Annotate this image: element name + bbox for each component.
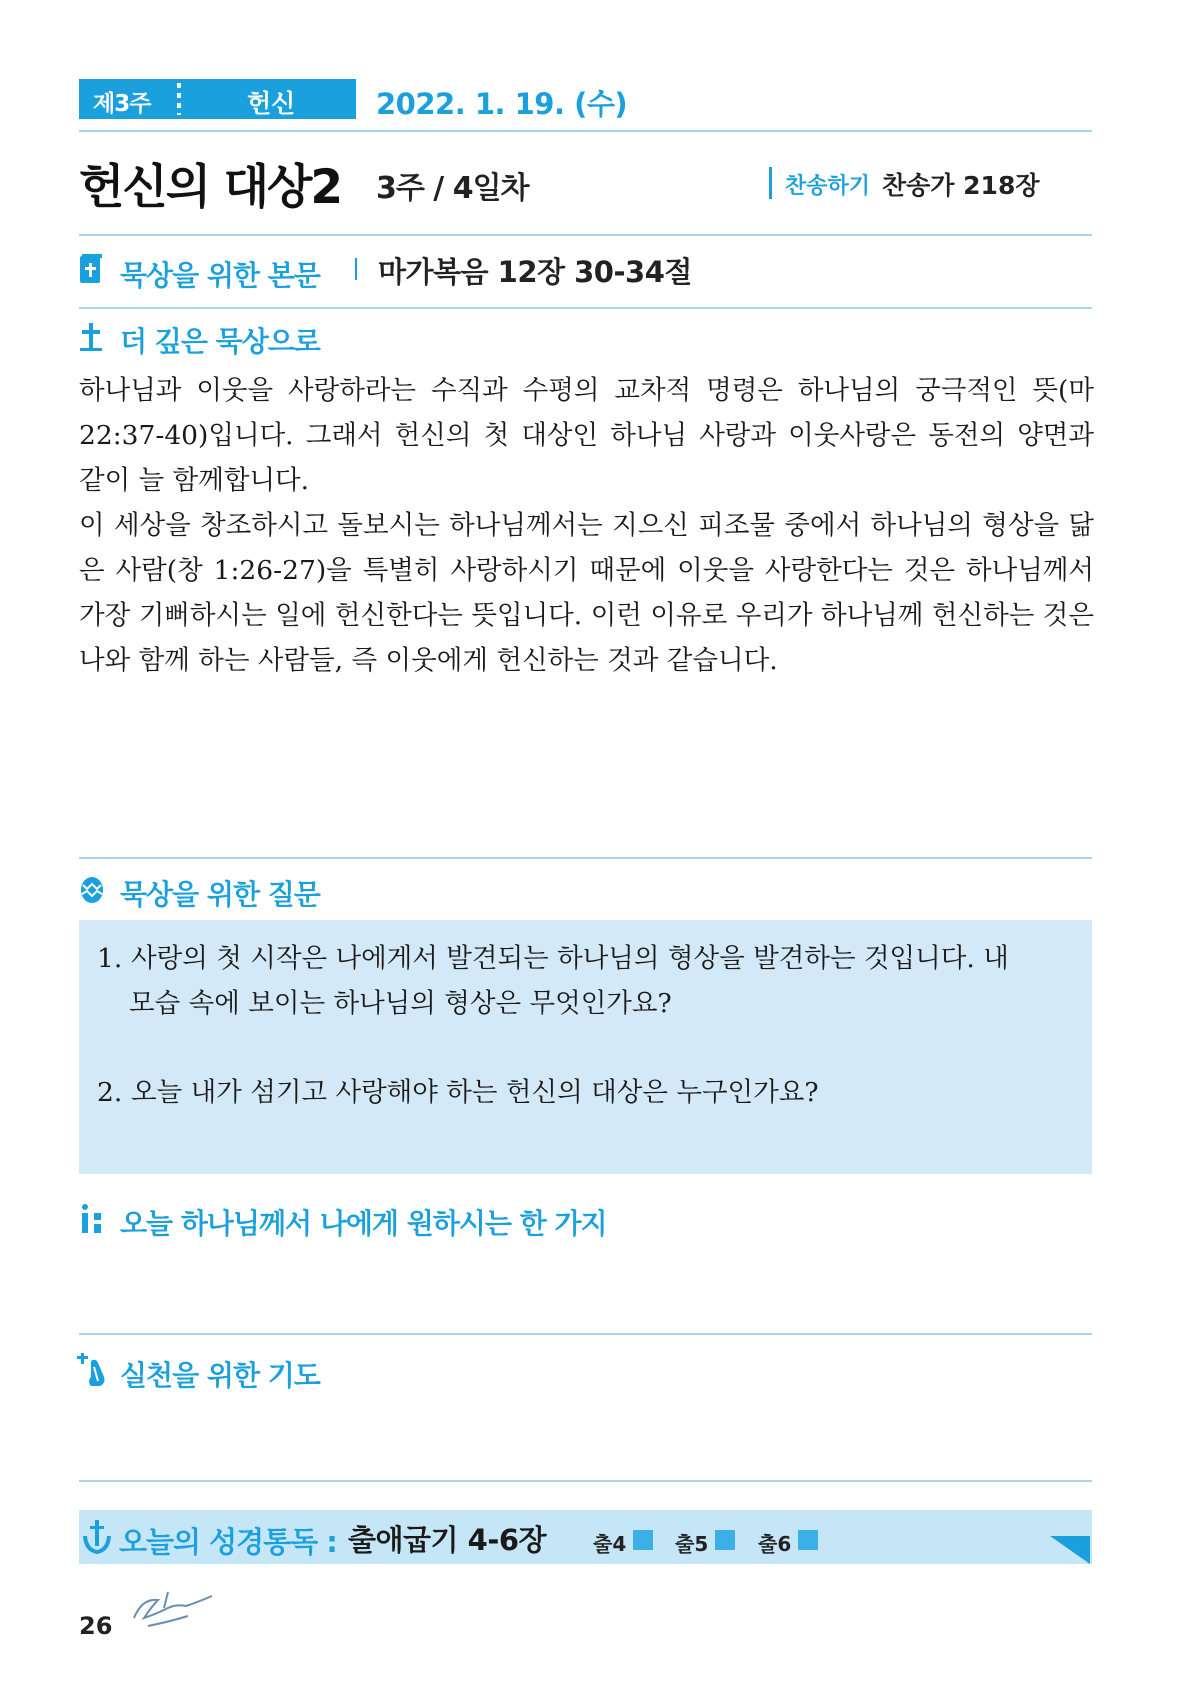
passage-label: 묵상을 위한 본문 (120, 259, 320, 292)
one-thing-label: 오늘 하나님께서 나에게 원하시는 한 가지 (120, 1207, 607, 1240)
banner-divider (177, 83, 181, 115)
passage-separator (355, 258, 357, 280)
reading-checkbox[interactable] (633, 1530, 653, 1550)
page-number: 26 (79, 1612, 113, 1640)
week-label: 제3주 (93, 91, 151, 117)
reading-check-label: 출6 (758, 1532, 792, 1556)
meditation-body (79, 368, 1094, 683)
divider (79, 234, 1092, 236)
hymn-label: 찬송하기 (785, 174, 871, 199)
reading-value: 출애굽기 4-6장 (348, 1523, 547, 1557)
hymn-value: 찬송가 218장 (882, 171, 1040, 200)
divider (79, 1480, 1092, 1482)
question-text: 모습 속에 보이는 하나님의 형상은 무엇인가요? (129, 988, 672, 1019)
egg-icon (79, 875, 105, 905)
divider (79, 857, 1092, 859)
info-icon (79, 1203, 105, 1235)
page-title: 헌신의 대상2 (79, 160, 342, 215)
reading-check-label: 출5 (675, 1532, 709, 1556)
meditation-paragraph: 이 세상을 창조하시고 돌보시는 하나님께서는 지으신 피조물 중에서 하나님의 형상을 닮은 사람(창 1:26-27)을 특별히 사랑하시기 때문에 이웃을 사랑한다는 것은 하나님께서 가장 기뻐하시는 일에 헌신한다는 뜻입니다. 이런 이유로 우리가 하나님께 헌신하는 것은 나와 함께 하는 사람들, 즉 이웃에게 헌신하는 것과 같습니다. (79, 510, 1094, 676)
week-theme-banner (79, 79, 356, 119)
day-info: 3주 / 4일차 (376, 171, 529, 206)
question-number: 1. (97, 943, 123, 974)
divider (79, 307, 1092, 309)
bible-icon (79, 253, 103, 285)
theme-label: 헌신 (247, 89, 296, 118)
reading-check-label: 출4 (593, 1532, 627, 1556)
reading-checkbox[interactable] (715, 1530, 735, 1550)
question-text: 오늘 내가 섬기고 사랑해야 하는 헌신의 대상은 누구인가요? (131, 1077, 819, 1108)
cross-icon (79, 321, 103, 353)
brand-logo-icon (128, 1588, 218, 1632)
hymn-marker (769, 167, 772, 199)
questions-label: 묵상을 위한 질문 (120, 878, 320, 911)
prayer-label: 실천을 위한 기도 (120, 1359, 320, 1392)
question-box (79, 920, 1092, 1174)
question-number: 2. (97, 1077, 123, 1108)
date: 2022. 1. 19. (수) (376, 87, 628, 121)
praying-hands-icon (77, 1353, 109, 1389)
meditation-paragraph: 하나님과 이웃을 사랑하라는 수직과 수평의 교차적 명령은 하나님의 궁극적인 뜻(마 22:37-40)입니다. 그래서 헌신의 첫 대상인 하나님 사랑과 이웃사랑은 동전의 양면과 같이 늘 함께합니다. (79, 375, 1094, 496)
divider (79, 1333, 1092, 1335)
passage-reference: 마가복음 12장 30-34절 (378, 255, 692, 289)
anchor-icon (82, 1520, 112, 1554)
corner-accent (1050, 1536, 1090, 1564)
reading-checkbox[interactable] (798, 1530, 818, 1550)
question-text: 사랑의 첫 시작은 나에게서 발견되는 하나님의 형상을 발견하는 것입니다. 내 (131, 943, 1009, 974)
divider (79, 130, 1092, 132)
meditation-label: 더 깊은 묵상으로 (120, 325, 320, 358)
reading-label: 오늘의 성경통독 : (119, 1525, 337, 1559)
